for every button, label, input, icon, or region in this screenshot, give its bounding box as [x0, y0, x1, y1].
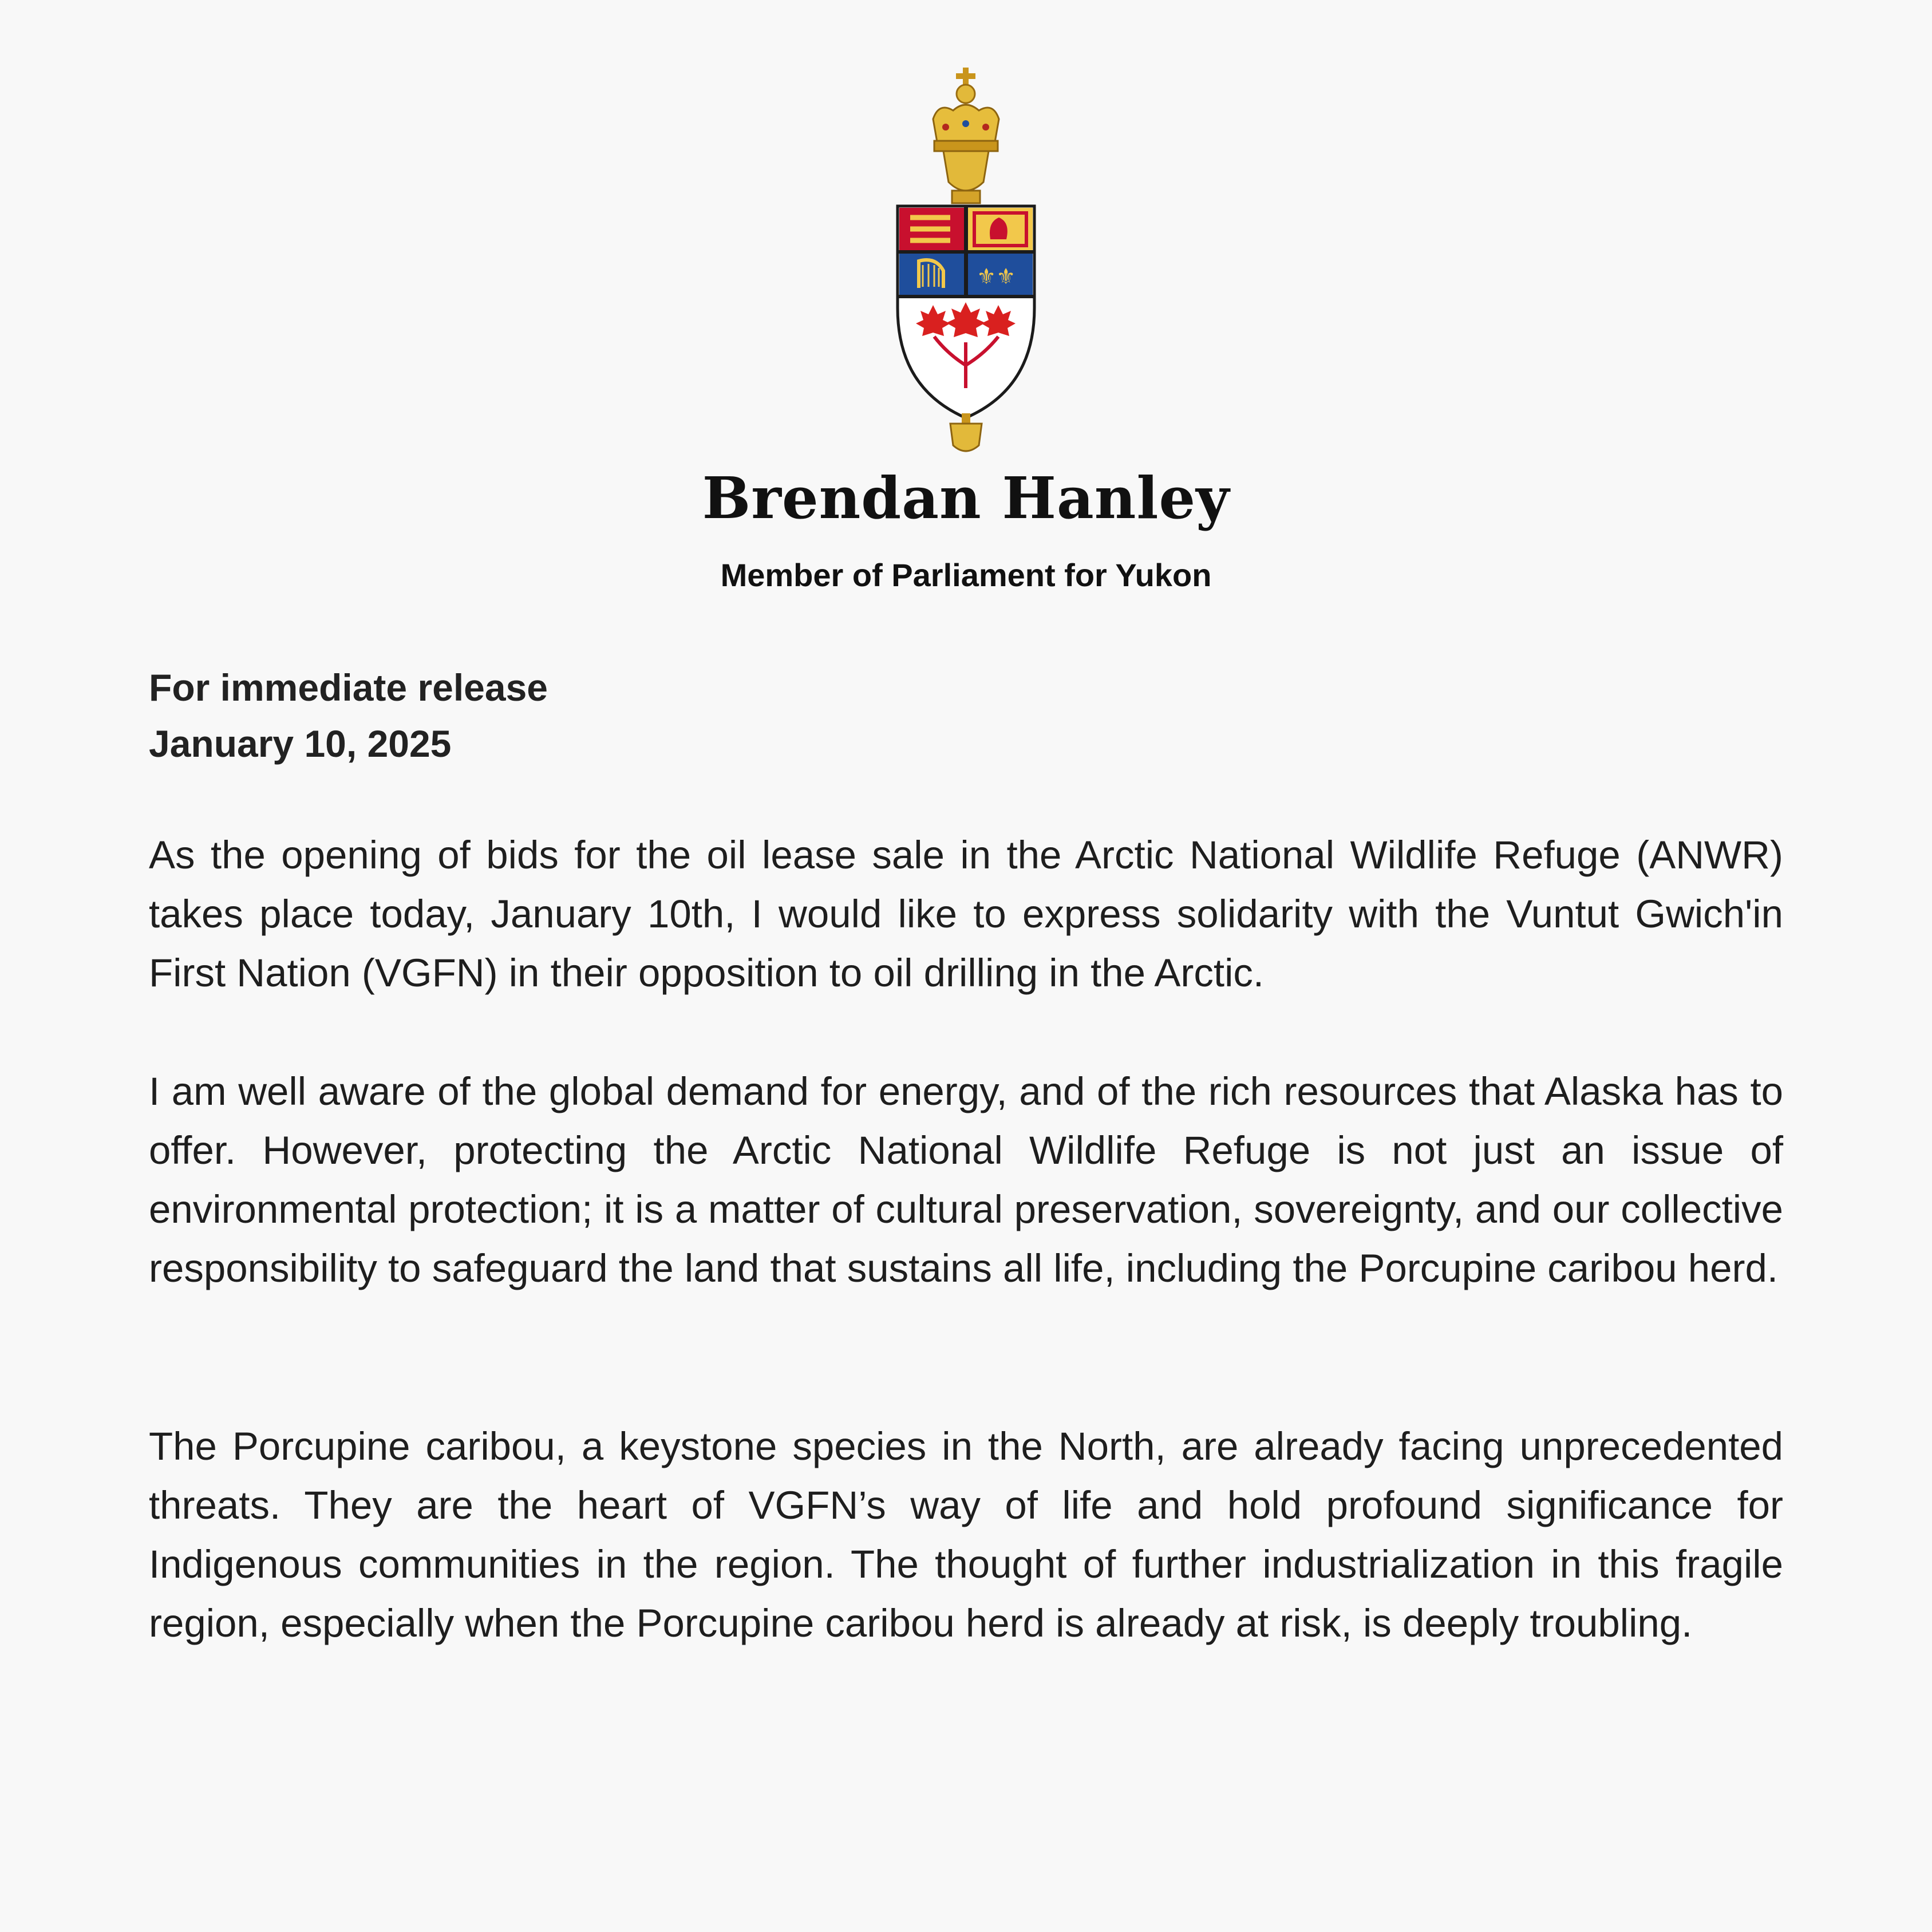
mace-finial-icon: [950, 413, 982, 451]
mp-role: Member of Parliament for Yukon: [720, 557, 1212, 593]
release-meta: [149, 659, 548, 772]
release-label: For immediate release: [149, 666, 548, 709]
body-paragraph: As the opening of bids for the oil lease sale in the Arctic National Wildlife Refuge (ANWR) takes place today, January 10th, I would like to express solidarity with the Vuntut Gwich'in First Nation (VGFN) in their opposition to oil drilling in the Arctic.: [149, 833, 1783, 995]
body-paragraph: The Porcupine caribou, a keystone species in the North, are already facing unprecedented threats. They are the heart of VGFN’s way of life and hold profound significance for Indigenous communities in the region. The thought of further industrialization in this fragile region, especially when the Porcupine caribou herd is already at risk, is deeply troubling.: [149, 1424, 1783, 1645]
svg-text:⚜⚜: ⚜⚜: [977, 264, 1016, 289]
mace-top-icon: [933, 68, 999, 203]
mp-name: Brendan Hanley: [702, 464, 1230, 532]
body-paragraph: I am well aware of the global demand for energy, and of the rich resources that Alaska has to offer. However, protecting the Arctic National Wildlife Refuge is not just an issue of environmental protection; it is a matter of cultural preservation, sovereignty, and our collective responsibility to safeguard the land that sustains all life, including the Porcupine caribou herd.: [149, 1069, 1783, 1290]
crest-icon: [893, 68, 1039, 457]
shield-icon: [898, 206, 1034, 418]
release-date: January 10, 2025: [149, 722, 452, 765]
